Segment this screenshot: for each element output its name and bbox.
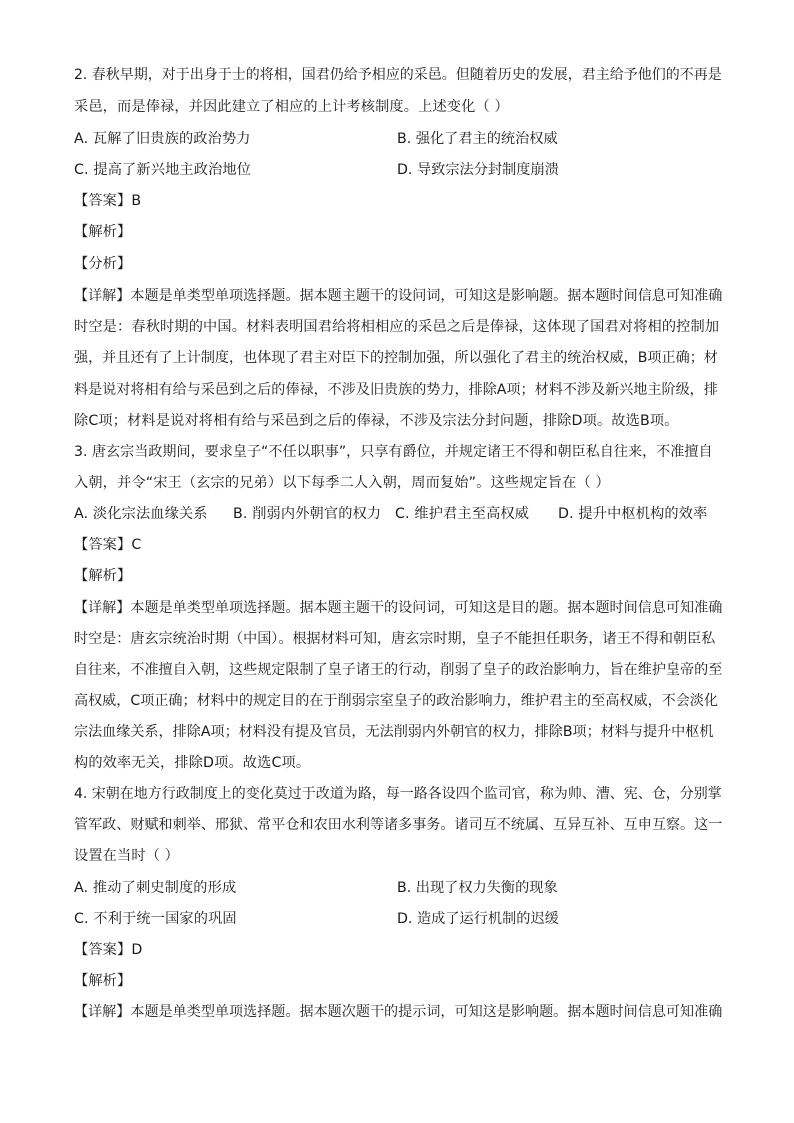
q3-detail-line: 高权威，C项正确；材料中的规定目的在于削弱宗室皇子的政治影响力，维护君主的至高权威，不会淡化 (74, 693, 719, 709)
q3-detail-line: 宗法血缘关系，排除A项；材料没有提及官员，无法削弱内外朝官的权力，排除B项；材料与提升中枢机 (74, 724, 714, 740)
q3-detail-line: 构的效率无关，排除D项。故选C项。 (74, 755, 311, 771)
q2-detail-line: 强，并且还有了上计制度，也体现了君主对臣下的控制加强，所以强化了君主的统治权威，B项正确；材 (74, 350, 718, 366)
q2-detail-line: 除C项；材料是说对将相有给与采邑到之后的俸禄，不涉及宗法分封问题，排除D项。故选B项。 (74, 413, 679, 429)
q3-detail-line: 自往来，不准擅自入朝，这些规定限制了皇子诸王的行动，削弱了皇子的政治影响力，旨在维护皇帝的至 (74, 662, 723, 678)
q3-answer: 【答案】C (74, 537, 142, 553)
q2-option-c: C. 提高了新兴地主政治地位 (74, 162, 252, 178)
q3-stem-line-1: 3. 唐玄宗当政期间，要求皇子“不任以职事”，只享有爵位，并规定诸王不得和朝臣私自往来，不准擅自 (74, 444, 713, 460)
q2-option-a: A. 瓦解了旧贵族的政治势力 (74, 131, 251, 147)
q3-option-a: A. 淡化宗法血缘关系 (74, 506, 208, 522)
q3-option-d: D. 提升中枢机构的效率 (558, 506, 708, 522)
q3-detail-line: 时空是：唐玄宗统治时期（中国）。根据材料可知，唐玄宗时期，皇子不能担任职务，诸王不得和朝臣私 (74, 631, 716, 647)
q2-option-b: B. 强化了君主的统治权威 (397, 131, 558, 147)
q4-detail-line: 【详解】本题是单类型单项选择题。据本题次题干的提示词，可知这是影响题。据本题时间信息可知准确 (74, 1004, 723, 1020)
q2-option-d: D. 导致宗法分封制度崩溃 (397, 162, 559, 178)
q3-stem-line-2: 入朝，并令“宋王（玄宗的兄弟）以下每季二人入朝，周而复始”。这些规定旨在（ ） (74, 475, 610, 491)
q2-fenxi-heading: 【分析】 (74, 256, 132, 272)
q4-option-d: D. 造成了运行机制的迟缓 (397, 911, 559, 927)
q3-analysis-heading: 【解析】 (74, 568, 132, 584)
q3-options-row (74, 504, 707, 524)
q4-stem-line-2: 管军政、财赋和刺举、邢狱、常平仓和农田水利等诸多事务。诸司互不统属、互异互补、互申互察。这一 (74, 817, 723, 833)
q2-detail-line: 时空是：春秋时期的中国。材料表明国君给将相相应的采邑之后是俸禄，这体现了国君对将相的控制加 (74, 319, 720, 335)
q4-option-b: B. 出现了权力失衡的现象 (397, 880, 558, 896)
q3-option-b: B. 削弱内外朝官的权力 (233, 506, 382, 522)
q4-analysis-heading: 【解析】 (74, 973, 132, 989)
q4-stem-line-1: 4. 宋朝在地方行政制度上的变化莫过于改道为路，每一路各设四个监司官，称为帅、漕、宪、仓，分别掌 (74, 786, 722, 802)
q2-detail-line: 料是说对将相有给与采邑到之后的俸禄，不涉及旧贵族的势力，排除A项；材料不涉及新兴地主阶级，排 (74, 382, 718, 398)
q4-answer: 【答案】D (74, 942, 143, 958)
q2-analysis-heading: 【解析】 (74, 224, 132, 240)
q2-detail-line: 【详解】本题是单类型单项选择题。据本题主题干的设问词，可知这是影响题。据本题时间信息可知准确 (74, 288, 723, 304)
q2-stem-line-2: 采邑，而是俸禄，并因此建立了相应的上计考核制度。上述变化（ ） (74, 99, 509, 115)
q2-stem-line-1: 2. 春秋早期，对于出身于士的将相，国君仍给予相应的采邑。但随着历史的发展，君主给予他们的不再是 (74, 67, 722, 83)
q3-option-c: C. 维护君主至高权威 (395, 506, 530, 522)
q4-stem-line-3: 设置在当时（ ） (74, 848, 180, 864)
q2-answer: 【答案】B (74, 193, 142, 209)
q4-option-c: C. 不利于统一国家的巩固 (74, 911, 237, 927)
q4-option-a: A. 推动了刺史制度的形成 (74, 880, 237, 896)
q3-detail-line: 【详解】本题是单类型单项选择题。据本题主题干的设问词，可知这是目的题。据本题时间信息可知准确 (74, 600, 723, 616)
